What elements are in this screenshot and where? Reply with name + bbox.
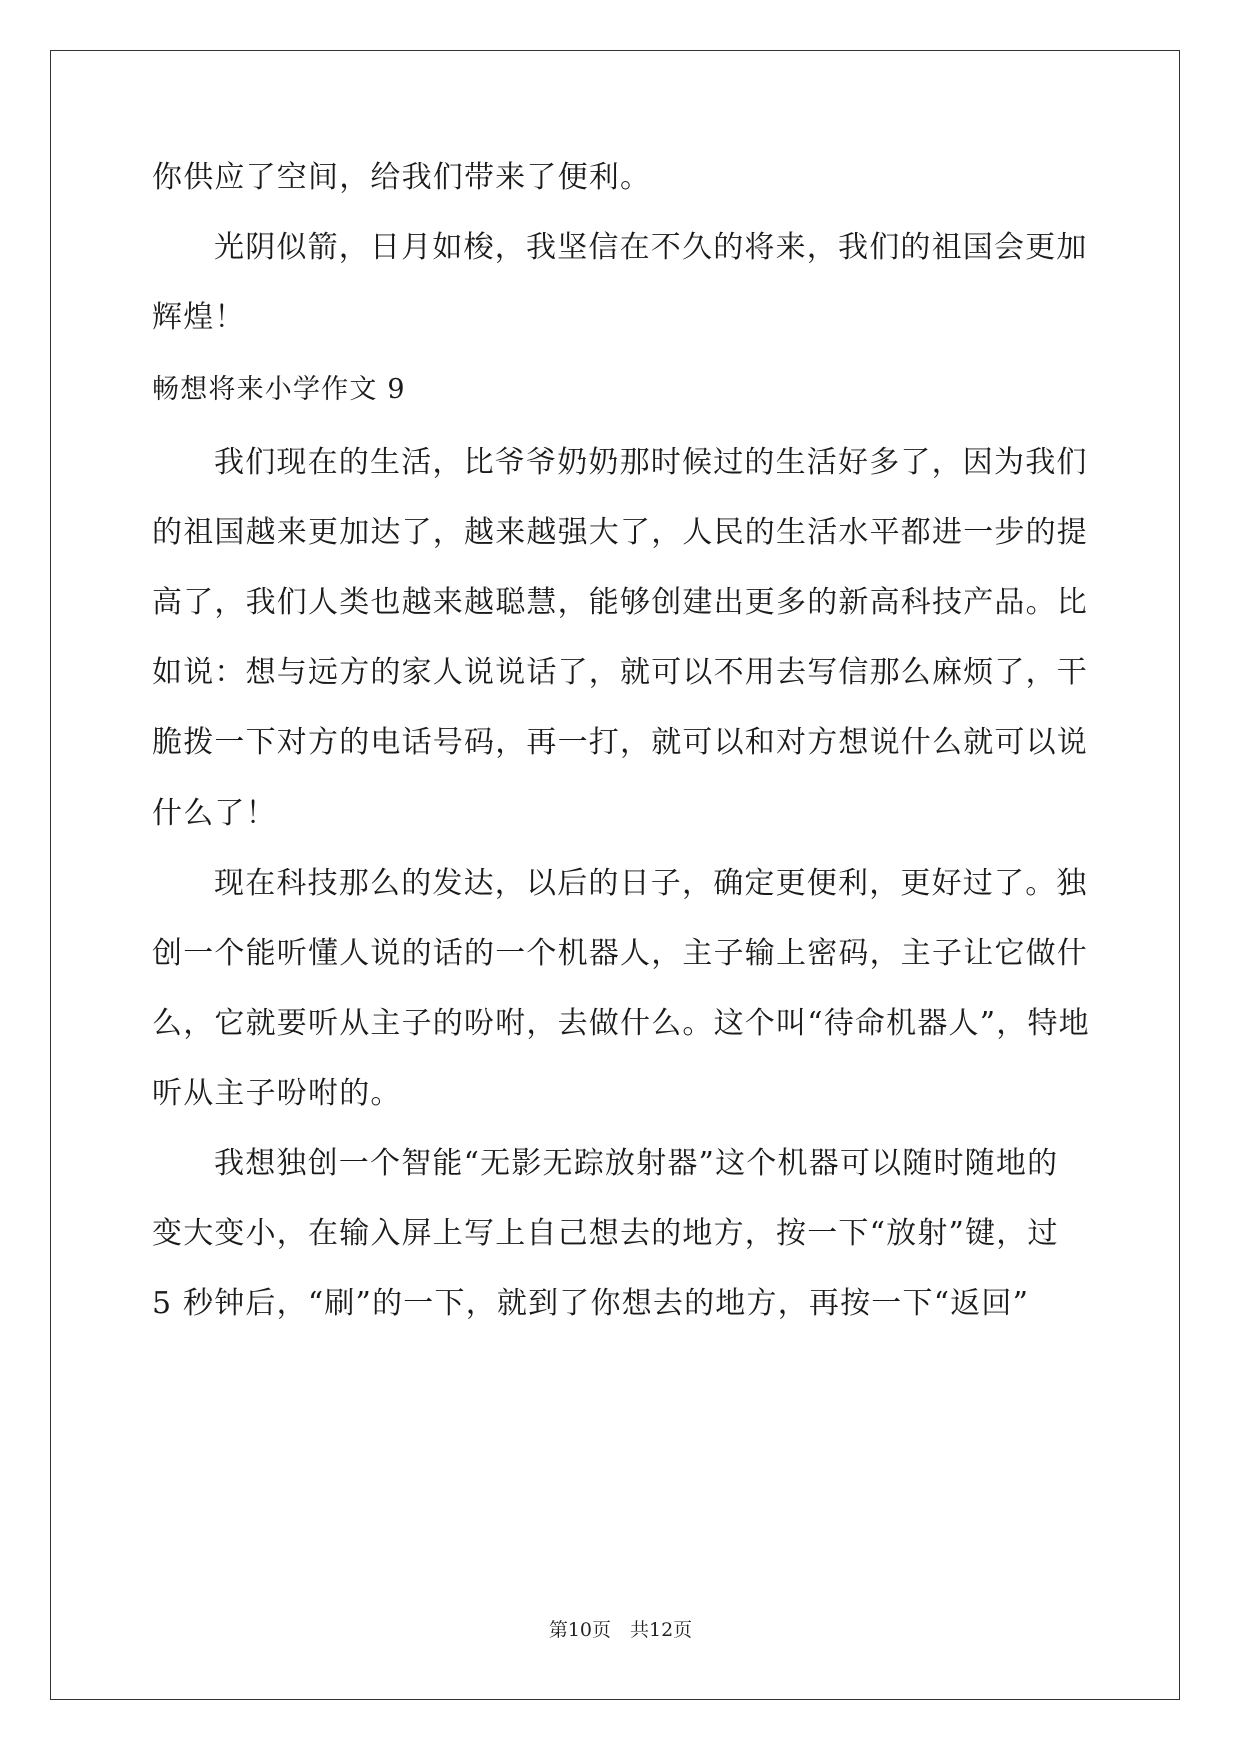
text-line: 你供应了空间，给我们带来了便利。 — [152, 160, 652, 195]
text-line: 变大变小，在输入屏上写上自己想去的地方，按一下“放射”键，过 — [152, 1216, 1059, 1251]
text-line: 的祖国越来更加达了，越来越强大了，人民的生活水平都进一步的提 — [152, 515, 1088, 550]
text-line: 光阴似箭，日月如梭，我坚信在不久的将来，我们的祖国会更加 — [214, 230, 1088, 265]
text-line: 么，它就要听从主子的吩咐，去做什么。这个叫“待命机器人”，特地 — [152, 1006, 1090, 1041]
text-line: 现在科技那么的发达，以后的日子，确定更便利，更好过了。独 — [214, 866, 1088, 901]
text-line: 创一个能听懂人说的话的一个机器人，主子输上密码，主子让它做什 — [152, 936, 1088, 971]
page-number: 第10页 共12页 — [548, 1619, 693, 1641]
section-heading: 畅想将来小学作文 9 — [152, 374, 406, 405]
text-line: 什么了！ — [152, 796, 277, 831]
text-line: 我想独创一个智能“无影无踪放射器”这个机器可以随时随地的 — [214, 1146, 1059, 1181]
text-line: 听从主子吩咐的。 — [152, 1076, 402, 1111]
text-line: 高了，我们人类也越来越聪慧，能够创建出更多的新高科技产品。比 — [152, 585, 1088, 620]
text-line: 我们现在的生活，比爷爷奶奶那时候过的生活好多了，因为我们 — [214, 445, 1088, 480]
page-footer — [0, 1615, 1241, 1642]
text-line: 辉煌！ — [152, 300, 246, 335]
text-line: 如说：想与远方的家人说说话了，就可以不用去写信那么麻烦了，干 — [152, 655, 1088, 690]
text-line: 5 秒钟后，“刷”的一下，就到了你想去的地方，再按一下“返回” — [152, 1286, 1030, 1321]
text-line: 脆拨一下对方的电话号码，再一打，就可以和对方想说什么就可以说 — [152, 725, 1088, 760]
